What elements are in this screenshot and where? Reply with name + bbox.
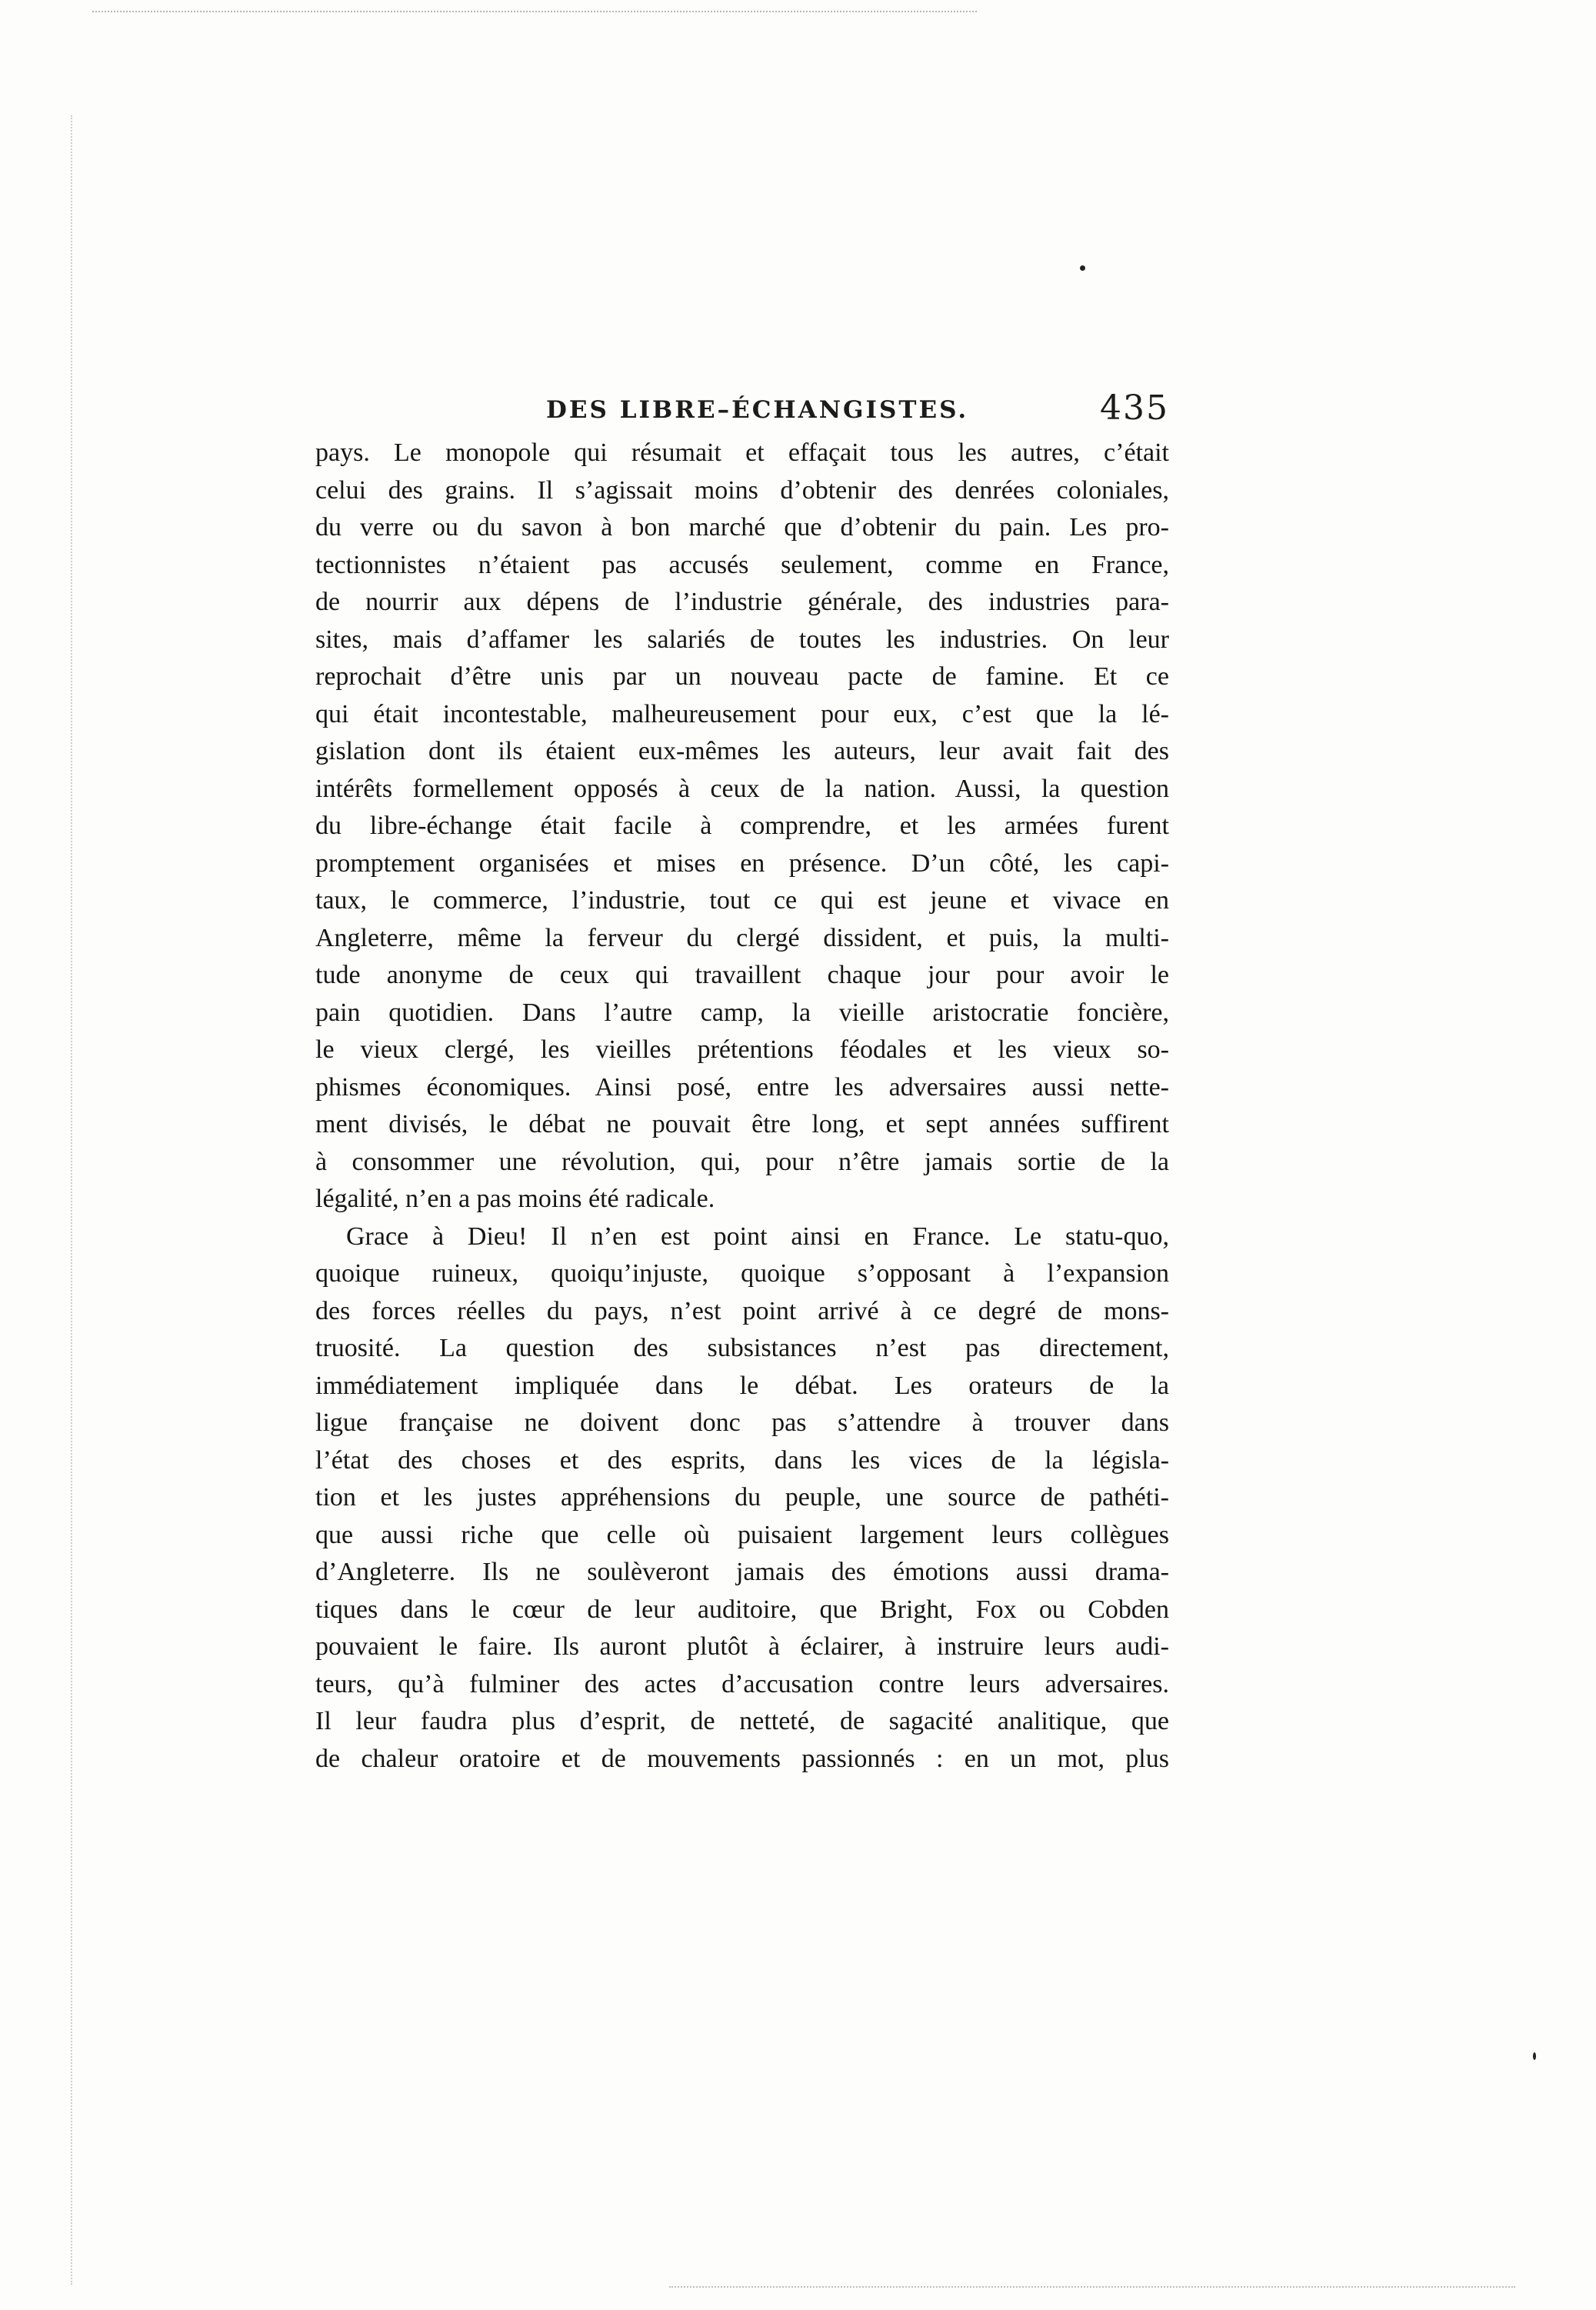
text-line: taux, le commerce, l’industrie, tout ce qui est jeune et vivace en: [315, 886, 1169, 915]
text-line: Grace à Dieu! Il n’en est point ainsi en France. Le statu-quo,: [346, 1222, 1169, 1251]
text-line: que aussi riche que celle où puisaient largement leurs collègues: [315, 1520, 1169, 1549]
text-line: tude anonyme de ceux qui travaillent chaque jour pour avoir le: [315, 961, 1169, 989]
text-line: ment divisés, le débat ne pouvait être long, et sept années suffirent: [315, 1110, 1169, 1138]
text-line: reprochait d’être unis par un nouveau pacte de famine. Et ce: [315, 662, 1169, 691]
running-head: [315, 388, 1169, 427]
text-line: phismes économiques. Ainsi posé, entre les adversaires aussi nette-: [315, 1072, 1169, 1102]
scan-edge-left: [71, 115, 72, 2285]
scan-edge-top: [92, 11, 977, 12]
text-line: pouvaient le faire. Ils auront plutôt à éclairer, à instruire leurs audi-: [315, 1632, 1169, 1661]
text-line: d’Angleterre. Ils ne soulèveront jamais des émotions aussi drama-: [315, 1558, 1169, 1586]
scan-edge-bottom: [669, 2286, 1515, 2288]
text-line: ligue française ne doivent donc pas s’attendre à trouver dans: [315, 1408, 1169, 1437]
text-line: tiques dans le cœur de leur auditoire, que Bright, Fox ou Cobden: [315, 1595, 1169, 1624]
body-text: [315, 435, 1169, 1778]
text-line: gislation dont ils étaient eux-mêmes les auteurs, leur avait fait des: [315, 737, 1169, 765]
text-line: légalité, n’en a pas moins été radicale.: [315, 1185, 715, 1213]
text-line: teurs, qu’à fulminer des actes d’accusation contre leurs adversaires.: [315, 1669, 1169, 1698]
text-line: le vieux clergé, les vieilles prétentions féodales et les vieux so-: [315, 1035, 1169, 1064]
text-line: tectionnistes n’étaient pas accusés seulement, comme en France,: [315, 550, 1169, 579]
text-line: du verre ou du savon à bon marché que d’obtenir du pain. Les pro-: [315, 513, 1169, 542]
text-line: quoique ruineux, quoiqu’injuste, quoique s’opposant à l’expansion: [315, 1259, 1169, 1288]
text-line: l’état des choses et des esprits, dans les vices de la législa-: [315, 1445, 1169, 1475]
ink-speck: [1533, 2052, 1536, 2060]
text-line: Il leur faudra plus d’esprit, de netteté, de sagacité analitique, que: [315, 1707, 1169, 1735]
text-line: des forces réelles du pays, n’est point arrivé à ce degré de mons-: [315, 1296, 1169, 1325]
text-line: à consommer une révolution, qui, pour n’être jamais sortie de la: [315, 1147, 1169, 1176]
text-line: celui des grains. Il s’agissait moins d’obtenir des denrées coloniales,: [315, 475, 1169, 505]
running-title: DES LIBRE–ÉCHANGISTES.: [546, 396, 969, 424]
text-line: qui était incontestable, malheureusement pour eux, c’est que la lé-: [315, 699, 1169, 728]
page-number: 435: [1100, 388, 1169, 428]
text-line: intérêts formellement opposés à ceux de la nation. Aussi, la question: [315, 774, 1169, 803]
text-line: truosité. La question des subsistances n’est pas directement,: [315, 1334, 1169, 1362]
text-line: pain quotidien. Dans l’autre camp, la vieille aristocratie foncière,: [315, 998, 1169, 1027]
text-line: de nourrir aux dépens de l’industrie générale, des industries para-: [315, 588, 1169, 616]
text-line: immédiatement impliquée dans le débat. Les orateurs de la: [315, 1371, 1169, 1400]
text-line: pays. Le monopole qui résumait et effaçait tous les autres, c’était: [315, 438, 1169, 467]
text-line: de chaleur oratoire et de mouvements passionnés : en un mot, plus: [315, 1744, 1169, 1773]
text-line: du libre-échange était facile à comprendre, et les armées furent: [315, 812, 1169, 840]
text-line: sites, mais d’affamer les salariés de toutes les industries. On leur: [315, 625, 1169, 654]
text-line: Angleterre, même la ferveur du clergé dissident, et puis, la multi-: [315, 923, 1169, 952]
text-line: tion et les justes appréhensions du peuple, une source de pathéti-: [315, 1483, 1169, 1512]
text-line: promptement organisées et mises en présence. D’un côté, les capi-: [315, 848, 1169, 878]
ink-speck: [1080, 265, 1085, 271]
